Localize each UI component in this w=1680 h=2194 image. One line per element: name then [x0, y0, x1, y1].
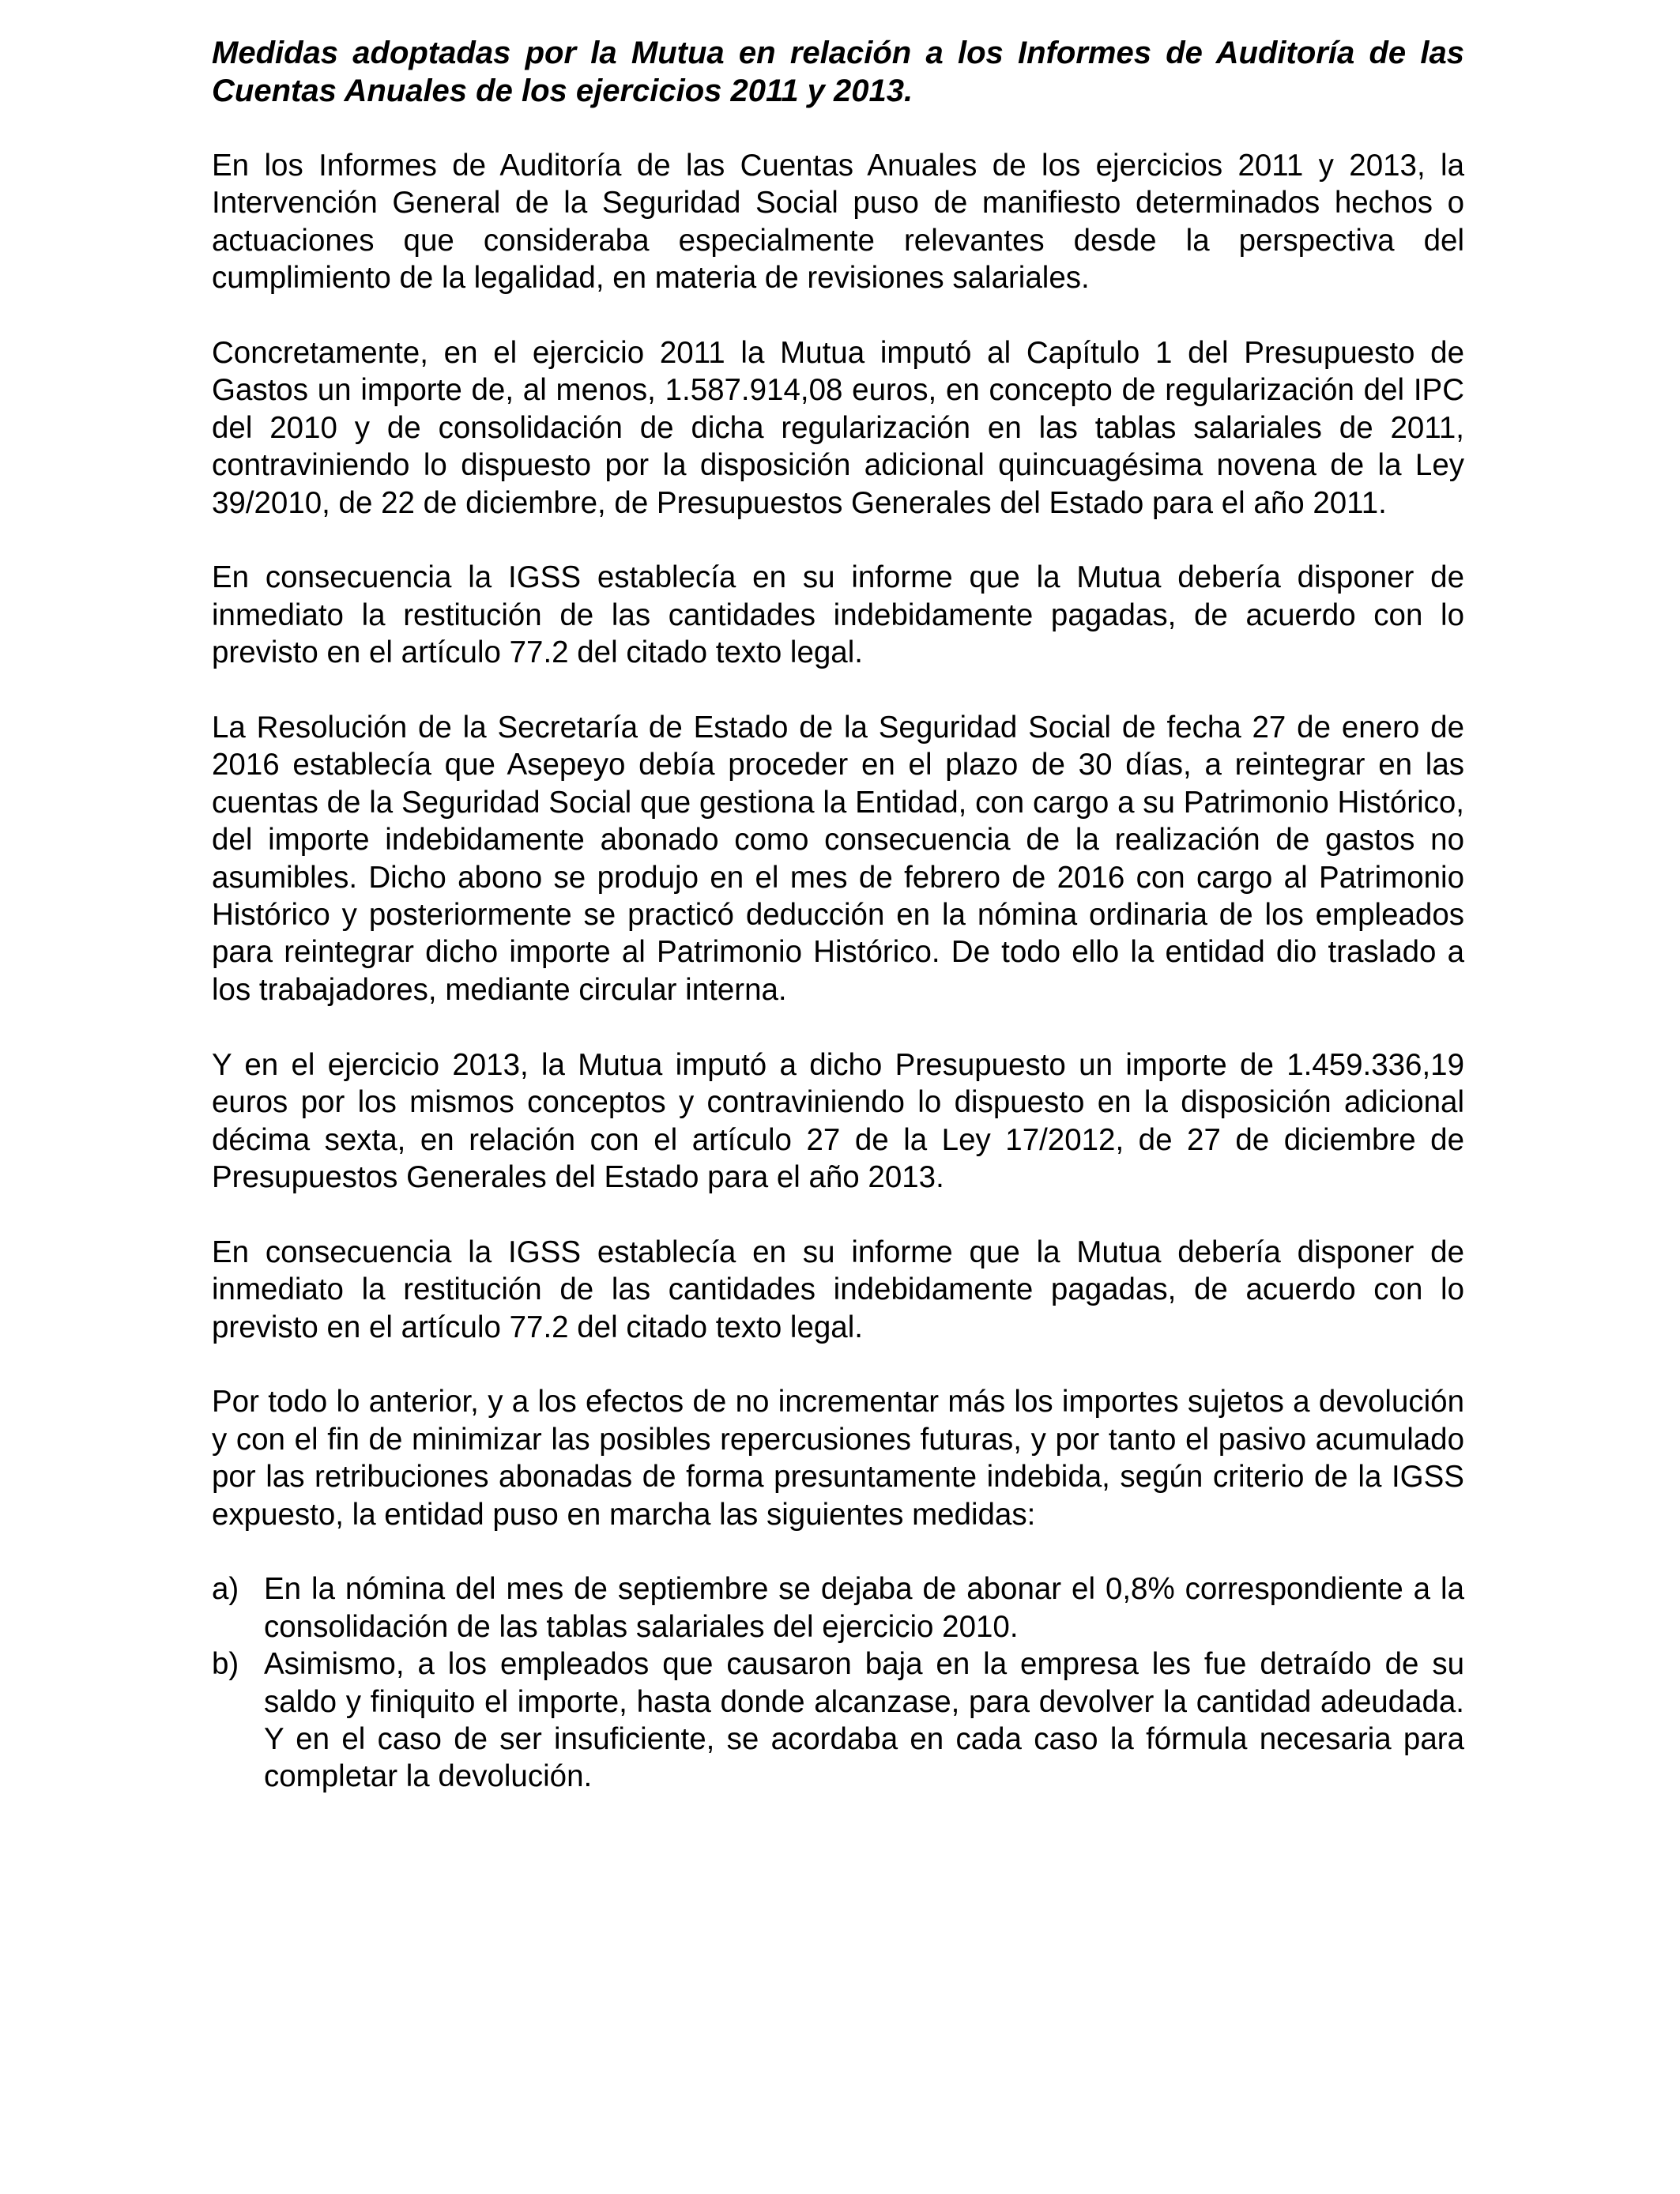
list-item: [212, 1570, 1464, 1646]
paragraph-audit-reports: En los Informes de Auditoría de las Cuentas Anuales de los ejercicios 2011 y 2013, la Intervención General de la Seguridad Social puso de manifiesto determinados hechos o actuaciones que consideraba especialmente relevantes desde la perspectiva del cumplimiento de la legalidad, en materia de revisiones salariales.: [212, 149, 1464, 296]
paragraph-measures-intro: Por todo lo anterior, y a los efectos de no incrementar más los importes sujetos a devolución y con el fin de minimizar las posibles repercusiones futuras, y por tanto el pasivo acumulado por las retribuciones abonadas de forma presuntamente indebida, según criterio de la IGSS expuesto, la entidad puso en marcha las siguientes medidas:: [212, 1385, 1464, 1532]
document-title: Medidas adoptadas por la Mutua en relación a los Informes de Auditoría de las Cuentas Anuales de los ejercicios 2011 y 2013.: [212, 36, 1464, 108]
measures-list: [212, 1570, 1464, 1795]
paragraph-igss-restitution-2011: En consecuencia la IGSS establecía en su informe que la Mutua debería disponer de inmediato la restitución de las cantidades indebidamente pagadas, de acuerdo con lo previsto en el artículo 77.2 del citado texto legal.: [212, 560, 1464, 670]
paragraph-2011-imputation: Concretamente, en el ejercicio 2011 la Mutua imputó al Capítulo 1 del Presupuesto de Gastos un importe de, al menos, 1.587.914,08 euros, en concepto de regularización del IPC del 2010 y de consolidación de dicha regularización en las tablas salariales de 2011, contraviniendo lo dispuesto por la disposición adicional quincuagésima novena de la Ley 39/2010, de 22 de diciembre, de Presupuestos Generales del Estado para el año 2011.: [212, 336, 1464, 520]
document-body: [212, 35, 1464, 1796]
paragraph-resolution-2016: La Resolución de la Secretaría de Estado de la Seguridad Social de fecha 27 de enero de 2016 establecía que Asepeyo debía proceder en el plazo de 30 días, a reintegrar en las cuentas de la Seguridad Social que gestiona la Entidad, con cargo a su Patrimonio Histórico, del importe indebidamente abonado como consecuencia de la realización de gastos no asumibles. Dicho abono se produjo en el mes de febrero de 2016 con cargo al Patrimonio Histórico y posteriormente se practicó deducción en la nómina ordinaria de los empleados para reintegrar dicho importe al Patrimonio Histórico. De todo ello la entidad dio traslado a los trabajadores, mediante circular interna.: [212, 711, 1464, 1007]
list-item-text: En la nómina del mes de septiembre se dejaba de abonar el 0,8% correspondiente a la consolidación de las tablas salariales del ejercicio 2010.: [264, 1572, 1464, 1644]
list-marker: a): [212, 1572, 239, 1607]
paragraph-igss-restitution-2013: En consecuencia la IGSS establecía en su informe que la Mutua debería disponer de inmediato la restitución de las cantidades indebidamente pagadas, de acuerdo con lo previsto en el artículo 77.2 del citado texto legal.: [212, 1235, 1464, 1344]
list-item: [212, 1646, 1464, 1796]
list-marker: b): [212, 1647, 239, 1682]
paragraph-2013-imputation: Y en el ejercicio 2013, la Mutua imputó a dicho Presupuesto un importe de 1.459.336,19 euros por los mismos conceptos y contraviniendo lo dispuesto en la disposición adicional décima sexta, en relación con el artículo 27 de la Ley 17/2012, de 27 de diciembre de Presupuestos Generales del Estado para el año 2013.: [212, 1047, 1464, 1194]
list-item-text: Asimismo, a los empleados que causaron baja en la empresa les fue detraído de su saldo y finiquito el importe, hasta donde alcanzase, para devolver la cantidad adeudada. Y en el caso de ser insuficiente, se acordaba en cada caso la fórmula necesaria para completar la devolución.: [264, 1647, 1464, 1794]
